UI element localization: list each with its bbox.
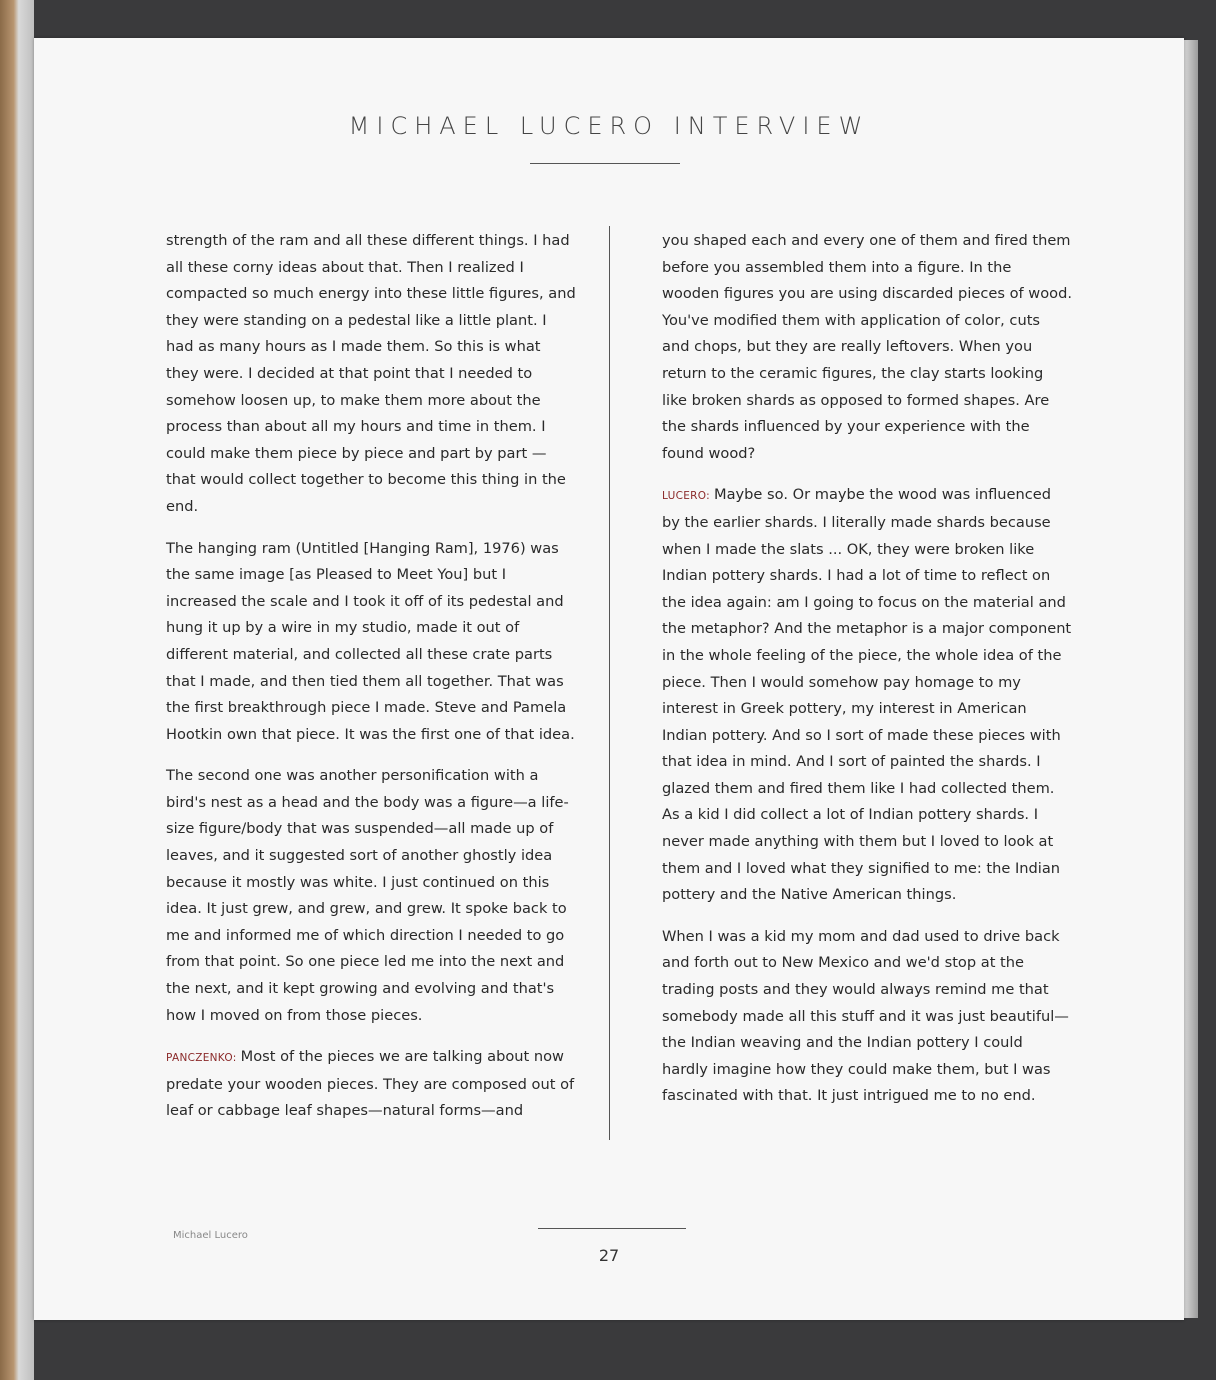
running-footer: Michael Lucero (173, 1230, 248, 1241)
paragraph (166, 763, 576, 1029)
paragraph (662, 482, 1072, 909)
page-stack-edge (1184, 40, 1198, 1318)
footer-rule (538, 1228, 686, 1229)
paragraph-text: you shaped each and every one of them and fired them before you assembled them into a figure. In the wooden figures you are using discarded pieces of wood. You've modified them with application of color, cuts and chops, but they are really leftovers. When you return to the ceramic figures, the clay starts looking like broken shards as opposed to formed shapes. Are the shards influenced by your experience with the found wood? (662, 232, 1072, 462)
paragraph (166, 536, 576, 749)
title-rule (530, 163, 680, 164)
column-divider (609, 226, 610, 1140)
right-column (662, 228, 1072, 1125)
paragraph-text: The second one was another personification with a bird's nest as a head and the body was a figure—a life-size figure/body that was suspended—all made up of leaves, and it suggested sort of another ghostly idea because it mostly was white. I just continued on this idea. It just grew, and grew, and grew. It spoke back to me and informed me of which direction I needed to go from that point. So one piece led me into the next and the next, and it kept growing and evolving and that's how I moved on from those pieces. (166, 767, 569, 1024)
paragraph (662, 228, 1072, 467)
paragraph (662, 924, 1072, 1110)
page-number: 27 (598, 1246, 620, 1265)
paragraph-text: strength of the ram and all these different things. I had all these corny ideas about that. Then I realized I compacted so much energy into these little figures, and they were standing on a pedestal like a little plant. I had as many hours as I made them. So this is what they were. I decided at that point that I needed to somehow loosen up, to make them more about the process than about all my hours and time in them. I could make them piece by piece and part by part — that would collect together to become this thing in the end. (166, 232, 576, 515)
book-spine-edge (0, 0, 34, 1380)
paragraph-text: The hanging ram (Untitled [Hanging Ram], 1976) was the same image [as Pleased to Meet You] but I increased the scale and I took it off of its pedestal and hung it up by a wire in my studio, made it out of different material, and collected all these crate parts that I made, and then tied them all together. That was the first breakthrough piece I made. Steve and Pamela Hootkin own that piece. It was the first one of that idea. (166, 539, 575, 743)
left-column (166, 228, 576, 1140)
paragraph-text: When I was a kid my mom and dad used to drive back and forth out to New Mexico and we'd stop at the trading posts and they would always remind me that somebody made all this stuff and it was just beautiful—the Indian weaving and the Indian pottery I could hardly imagine how they could make them, but I was fascinated with that. It just intrigued me to no end. (662, 927, 1069, 1105)
paragraph (166, 1044, 576, 1125)
book-page (34, 38, 1184, 1320)
paragraph (166, 228, 576, 521)
paragraph-text: Most of the pieces we are talking about now predate your wooden pieces. They are composed out of leaf or cabbage leaf shapes—natural forms—and (166, 1048, 575, 1120)
page-title: MICHAEL LUCERO INTERVIEW (348, 112, 870, 140)
speaker-label: PANCZENKO: (166, 1052, 237, 1065)
speaker-label: LUCERO: (662, 490, 710, 503)
paragraph-text: Maybe so. Or maybe the wood was influenced by the earlier shards. I literally made shards because when I made the slats ... OK, they were broken like Indian pottery shards. I had a lot of time to reflect on the idea again: am I going to focus on the material and the metaphor? And the metaphor is a major component in the whole feeling of the piece, the whole idea of the piece. Then I would somehow pay homage to my interest in Greek pottery, my interest in American Indian pottery. And so I sort of made these pieces with that idea in mind. And I sort of painted the shards. I glazed them and fired them like I had collected them. As a kid I did collect a lot of Indian pottery shards. I never made anything with them but I loved to look at them and I loved what they signified to me: the Indian pottery and the Native American things. (662, 486, 1072, 904)
